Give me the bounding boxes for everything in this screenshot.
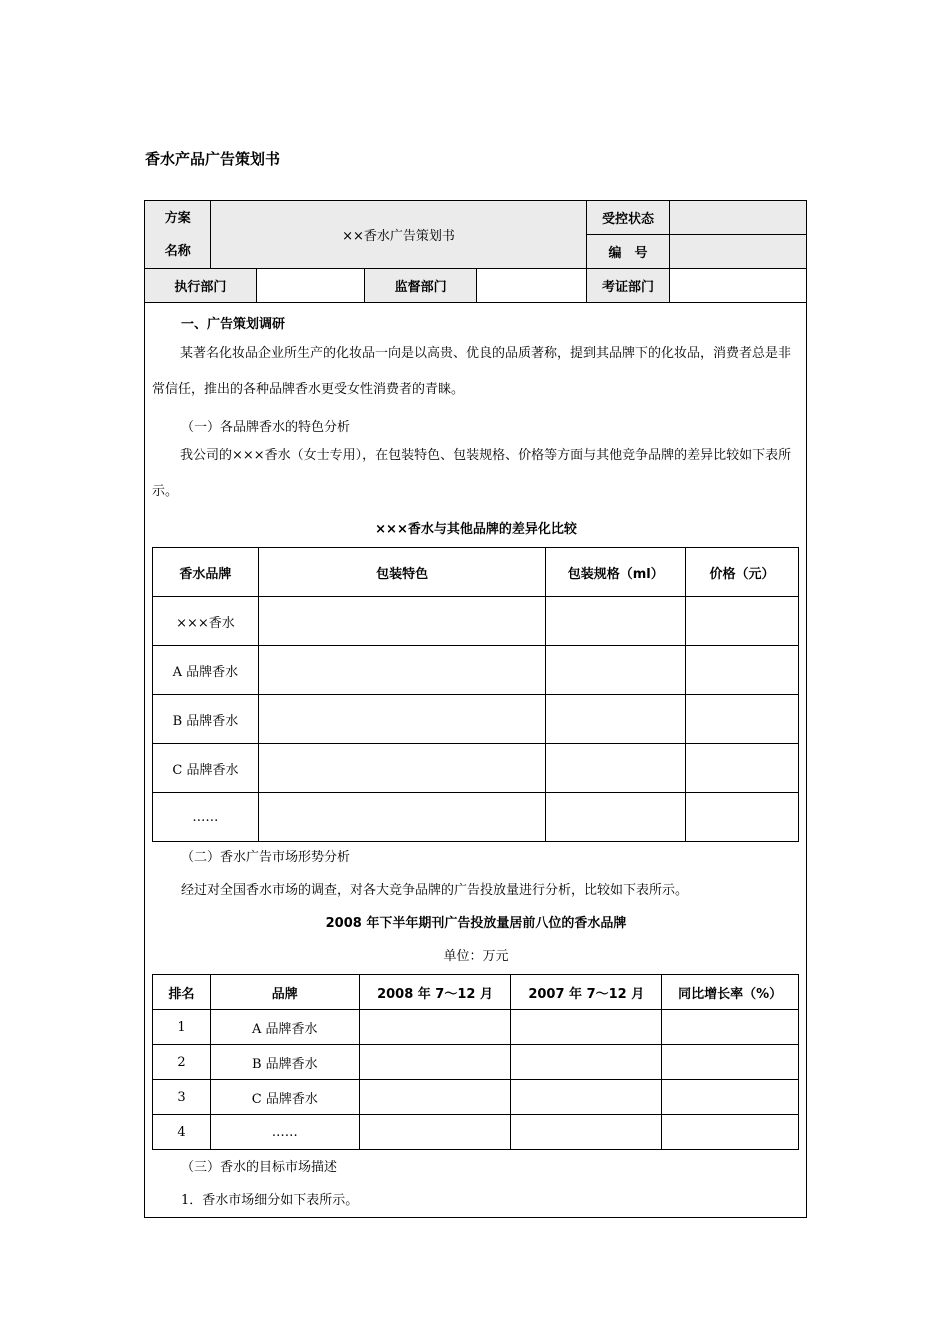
table2-cell-2008[interactable] [359, 1045, 511, 1080]
table1-cell-packaging[interactable] [258, 597, 545, 646]
table1-cell-size[interactable] [546, 597, 686, 646]
subsection-brand-analysis: （一）各品牌香水的特色分析 [181, 420, 351, 435]
verify-dept-label: 考证部门 [586, 269, 670, 303]
paragraph-market: 经过对全国香水市场的调查，对各大竞争品牌的广告投放量进行分析，比较如下表所示。 [181, 883, 689, 898]
table1-cell-price[interactable] [686, 695, 799, 744]
table-row [153, 793, 799, 842]
paragraph-intro: 某著名化妆品企业所生产的化妆品一向是以高贵、优良的品质著称，提到其品牌下的化妆品，消费者总是非常信任，推出的各种品牌香水更受女性消费者的青睐。 [152, 346, 792, 397]
section-heading: 一、广告策划调研 [181, 317, 286, 332]
table1-header-brand: 香水品牌 [153, 548, 259, 597]
table2-cell-growth[interactable] [662, 1115, 799, 1150]
table-row [153, 695, 799, 744]
table1-cell-price[interactable] [686, 744, 799, 793]
table1-cell-size[interactable] [546, 793, 686, 842]
table2-cell-growth[interactable] [662, 1010, 799, 1045]
table1-cell-packaging[interactable] [258, 744, 545, 793]
header-table [144, 200, 807, 303]
table-row [153, 597, 799, 646]
control-status-value[interactable] [670, 201, 807, 235]
table2-header-growth: 同比增长率（%） [662, 975, 799, 1010]
plan-name-label: 方案 名称 [145, 201, 211, 269]
table2-cell-growth[interactable] [662, 1045, 799, 1080]
table1-header-price: 价格（元） [686, 548, 799, 597]
table2-cell-2007[interactable] [511, 1010, 662, 1045]
table1-cell-size[interactable] [546, 646, 686, 695]
table1-cell-packaging[interactable] [258, 793, 545, 842]
table-row [153, 744, 799, 793]
table2-unit: 单位：万元 [443, 949, 509, 964]
table1-cell-brand: C 品牌香水 [153, 744, 259, 793]
table1-cell-price[interactable] [686, 646, 799, 695]
subsection-market-analysis: （二）香水广告市场形势分析 [181, 850, 351, 865]
table2-cell-brand: C 品牌香水 [210, 1080, 359, 1115]
table2-cell-rank: 4 [153, 1115, 211, 1150]
table2-cell-2008[interactable] [359, 1080, 511, 1115]
table2-cell-rank: 1 [153, 1010, 211, 1045]
number-value[interactable] [670, 235, 807, 269]
table1-cell-size[interactable] [546, 695, 686, 744]
table1-cell-brand: A 品牌香水 [153, 646, 259, 695]
table1-cell-packaging[interactable] [258, 695, 545, 744]
table-row [153, 1115, 799, 1150]
table1-title: ×××香水与其他品牌的差异化比较 [375, 522, 577, 537]
table2-cell-rank: 2 [153, 1045, 211, 1080]
table1-cell-price[interactable] [686, 597, 799, 646]
table2-header-2007: 2007 年 7～12 月 [511, 975, 662, 1010]
table2-cell-2007[interactable] [511, 1115, 662, 1150]
table2-cell-2008[interactable] [359, 1115, 511, 1150]
exec-dept-value[interactable] [256, 269, 365, 303]
table2-title: 2008 年下半年期刊广告投放量居前八位的香水品牌 [325, 916, 627, 931]
exec-dept-label: 执行部门 [145, 269, 257, 303]
ad-spend-table [152, 974, 799, 1150]
table1-cell-brand: …… [153, 793, 259, 842]
table-row [153, 1080, 799, 1115]
table2-cell-2007[interactable] [511, 1080, 662, 1115]
table2-cell-brand: A 品牌香水 [210, 1010, 359, 1045]
table2-cell-brand: …… [210, 1115, 359, 1150]
table1-header-size: 包装规格（ml） [546, 548, 686, 597]
table2-cell-2007[interactable] [511, 1045, 662, 1080]
plan-name-value: ××香水广告策划书 [211, 201, 586, 269]
verify-dept-value[interactable] [670, 269, 807, 303]
table2-cell-rank: 3 [153, 1080, 211, 1115]
control-status-label: 受控状态 [586, 201, 670, 235]
supervise-dept-value[interactable] [476, 269, 586, 303]
table1-cell-price[interactable] [686, 793, 799, 842]
supervise-dept-label: 监督部门 [365, 269, 477, 303]
table2-header-rank: 排名 [153, 975, 211, 1010]
subsection-target-market: （三）香水的目标市场描述 [181, 1160, 338, 1175]
table2-cell-brand: B 品牌香水 [210, 1045, 359, 1080]
table2-cell-2008[interactable] [359, 1010, 511, 1045]
table2-header-brand: 品牌 [210, 975, 359, 1010]
table1-header-packaging: 包装特色 [258, 548, 545, 597]
comparison-table [152, 547, 799, 842]
list-item-market-segment: 1．香水市场细分如下表所示。 [181, 1193, 359, 1208]
paragraph-comparison: 我公司的×××香水（女士专用），在包装特色、包装规格、价格等方面与其他竞争品牌的差异比较如下表所示。 [152, 448, 792, 499]
table1-cell-brand: ×××香水 [153, 597, 259, 646]
table-row [153, 1010, 799, 1045]
table1-cell-brand: B 品牌香水 [153, 695, 259, 744]
table-row [153, 646, 799, 695]
table1-cell-packaging[interactable] [258, 646, 545, 695]
table1-cell-size[interactable] [546, 744, 686, 793]
table2-cell-growth[interactable] [662, 1080, 799, 1115]
table2-header-2008: 2008 年 7～12 月 [359, 975, 511, 1010]
document-title: 香水产品广告策划书 [145, 150, 281, 168]
table-row [153, 1045, 799, 1080]
number-label: 编 号 [586, 235, 670, 269]
